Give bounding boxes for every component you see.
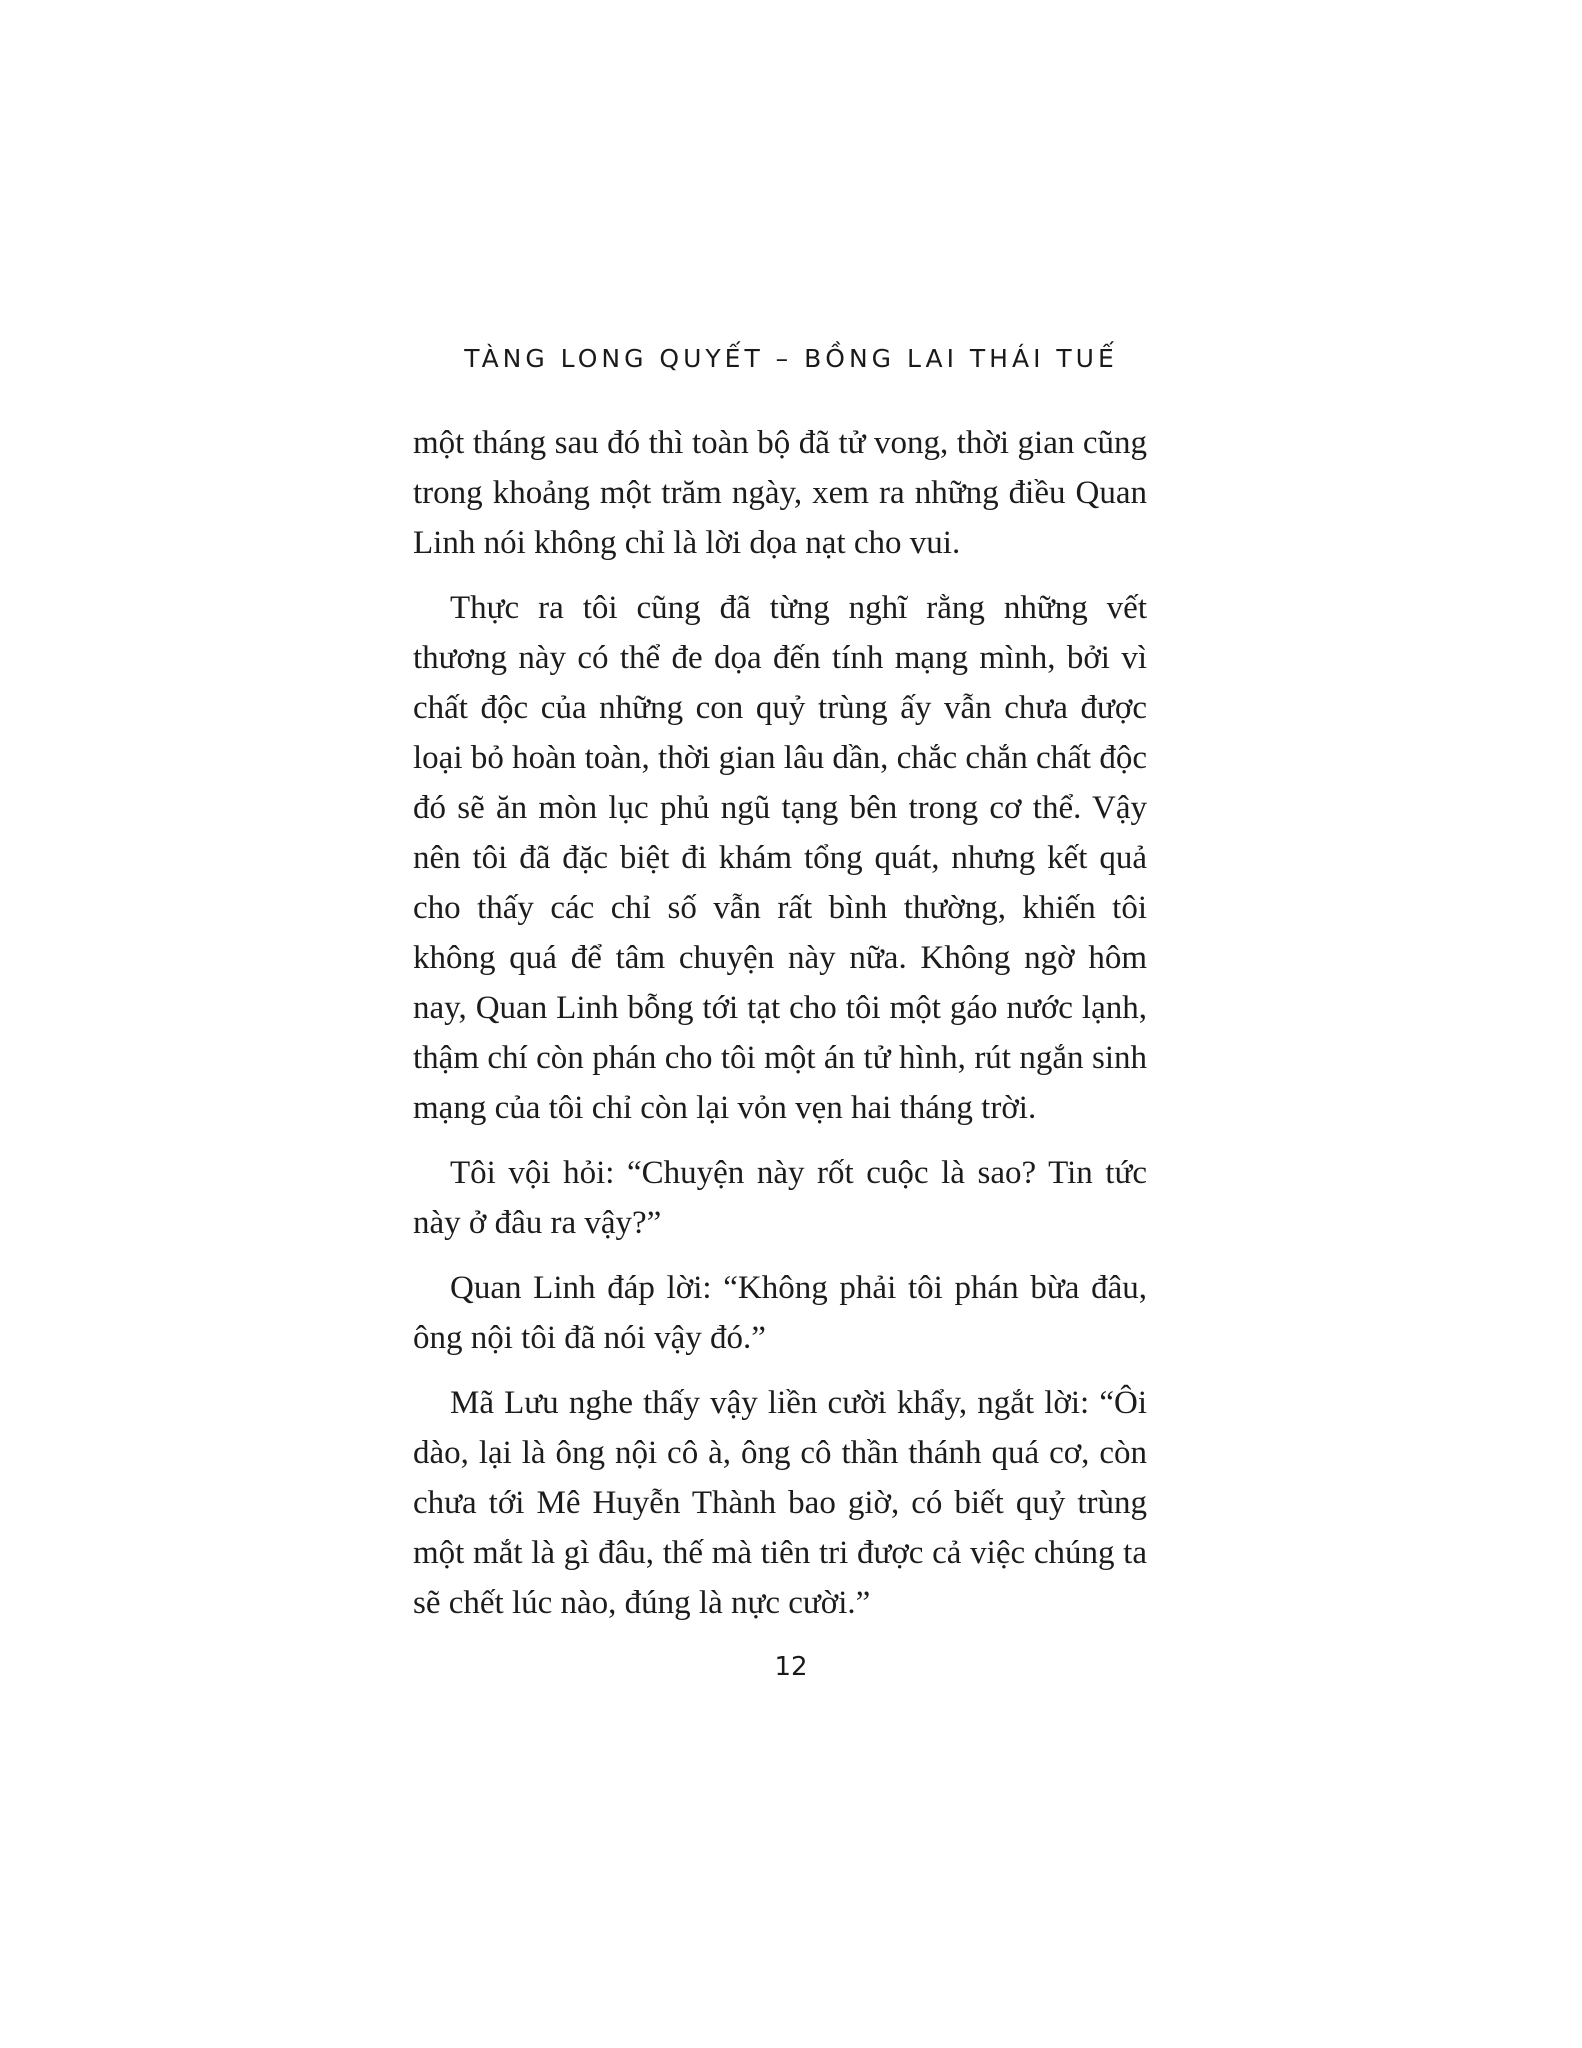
page-number: 12 (774, 1652, 808, 1682)
running-header: TÀNG LONG QUYẾT – BỒNG LAI THÁI TUẾ (464, 344, 1118, 373)
paragraph: Mã Lưu nghe thấy vậy liền cười khẩy, ngắt lời: “Ôi dào, lại là ông nội cô à, ông cô thần thánh quá cơ, còn chưa tới Mê Huyễn Thành bao giờ, có biết quỷ trùng một mắt là gì đâu, thế mà tiên tri được cả việc chúng ta sẽ chết lúc nào, đúng là nực cười.” (413, 1385, 1147, 1621)
paragraph: Tôi vội hỏi: “Chuyện này rốt cuộc là sao? Tin tức này ở đâu ra vậy?” (413, 1155, 1147, 1241)
paragraph-continued: một tháng sau đó thì toàn bộ đã tử vong, thời gian cũng trong khoảng một trăm ngày, xem ra những điều Quan Linh nói không chỉ là lời dọa nạt cho vui. (413, 425, 1147, 561)
paragraph: Quan Linh đáp lời: “Không phải tôi phán bừa đâu, ông nội tôi đã nói vậy đó.” (413, 1270, 1147, 1356)
body-text (413, 418, 1147, 1643)
paragraph: Thực ra tôi cũng đã từng nghĩ rằng những vết thương này có thể đe dọa đến tính mạng mình, bởi vì chất độc của những con quỷ trùng ấy vẫn chưa được loại bỏ hoàn toàn, thời gian lâu dần, chắc chắn chất độc đó sẽ ăn mòn lục phủ ngũ tạng bên trong cơ thể. Vậy nên tôi đã đặc biệt đi khám tổng quát, nhưng kết quả cho thấy các chỉ số vẫn rất bình thường, khiến tôi không quá để tâm chuyện này nữa. Không ngờ hôm nay, Quan Linh bỗng tới tạt cho tôi một gáo nước lạnh, thậm chí còn phán cho tôi một án tử hình, rút ngắn sinh mạng của tôi chỉ còn lại vỏn vẹn hai tháng trời. (413, 590, 1147, 1126)
